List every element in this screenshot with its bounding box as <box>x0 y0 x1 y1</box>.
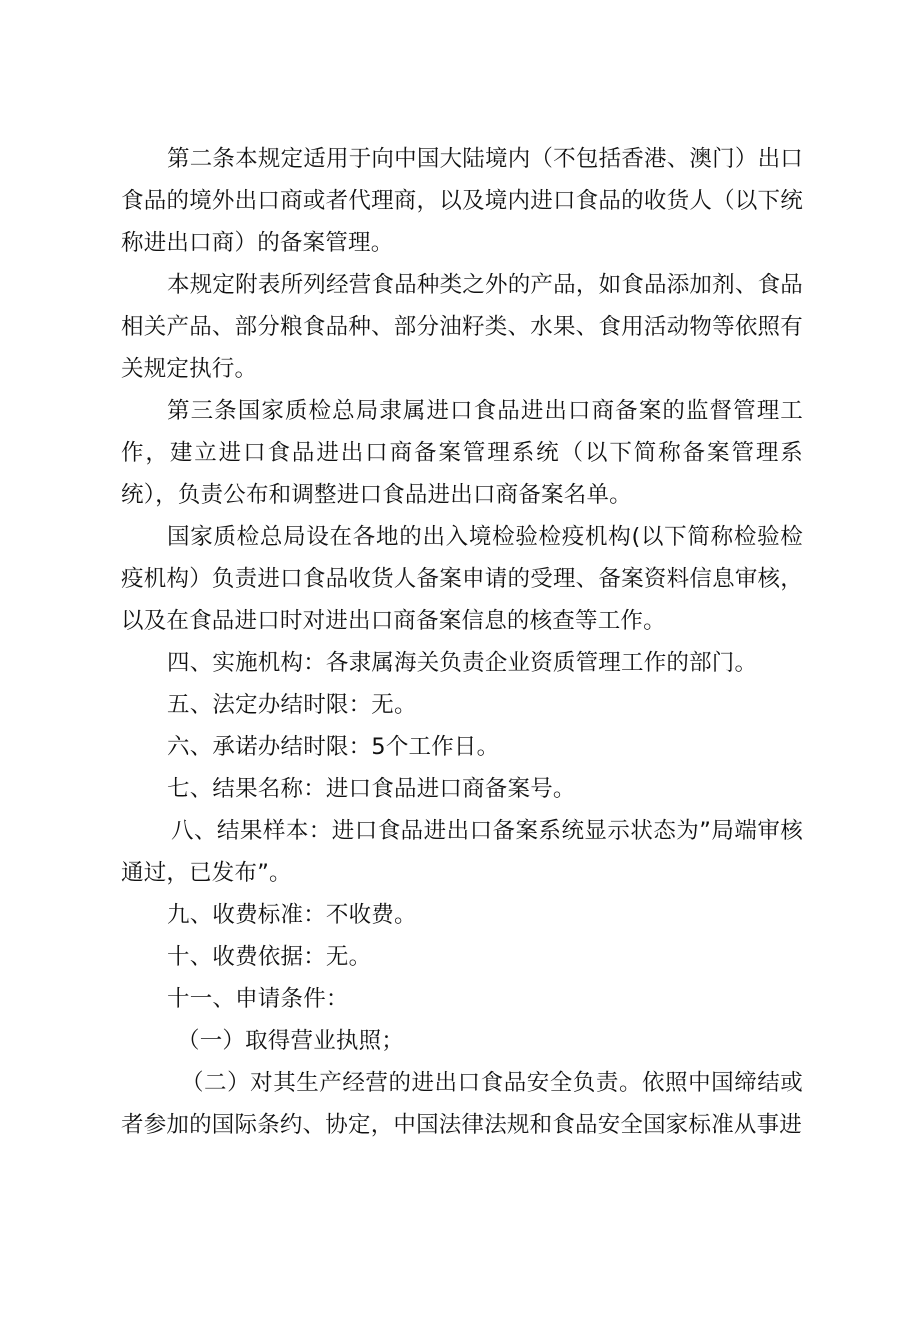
item-result-sample: 八、结果样本：进口食品进出口备案系统显示状态为”局端审核通过，已发布”。 <box>121 818 803 886</box>
item-promised-time-limit: 六、承诺办结时限：5个工作日。 <box>167 734 500 760</box>
item-legal-time-limit: 五、法定办结时限：无。 <box>167 692 417 718</box>
item-fee-basis: 十、收费依据：无。 <box>167 944 372 970</box>
paragraph-appendix-scope: 本规定附表所列经营食品种类之外的产品，如食品添加剂、食品相关产品、部分粮食品种、部分油籽类、水果、食用活动物等依照有关规定执行。 <box>121 272 803 382</box>
item-fee-standard: 九、收费标准：不收费。 <box>167 902 417 928</box>
paragraph-article-3: 第三条国家质检总局隶属进口食品进出口商备案的监督管理工作，建立进口食品进出口商备案管理系统（以下简称备案管理系统），负责公布和调整进口食品进出口商备案名单。 <box>121 398 803 508</box>
item-application-conditions: 十一、申请条件： <box>167 986 349 1012</box>
condition-2: （二）对其生产经营的进出口食品安全负责。依照中国缔结或者参加的国际条约、协定，中国法律法规和食品安全国家标准从事进 <box>121 1070 803 1138</box>
item-result-name: 七、结果名称：进口食品进口商备案号。 <box>167 776 576 802</box>
document-body <box>121 138 803 1146</box>
paragraph-article-2: 第二条本规定适用于向中国大陆境内（不包括香港、澳门）出口食品的境外出口商或者代理商，以及境内进口食品的收货人（以下统称进出口商）的备案管理。 <box>121 146 803 256</box>
paragraph-inspection-agency: 国家质检总局设在各地的出入境检验检疫机构(以下简称检验检疫机构）负责进口食品收货人备案申请的受理、备案资料信息审核，以及在食品进口时对进出口商备案信息的核查等工作。 <box>121 524 803 634</box>
item-implementing-agency: 四、实施机构：各隶属海关负责企业资质管理工作的部门。 <box>167 650 758 676</box>
condition-1: （一）取得营业执照； <box>177 1028 405 1054</box>
